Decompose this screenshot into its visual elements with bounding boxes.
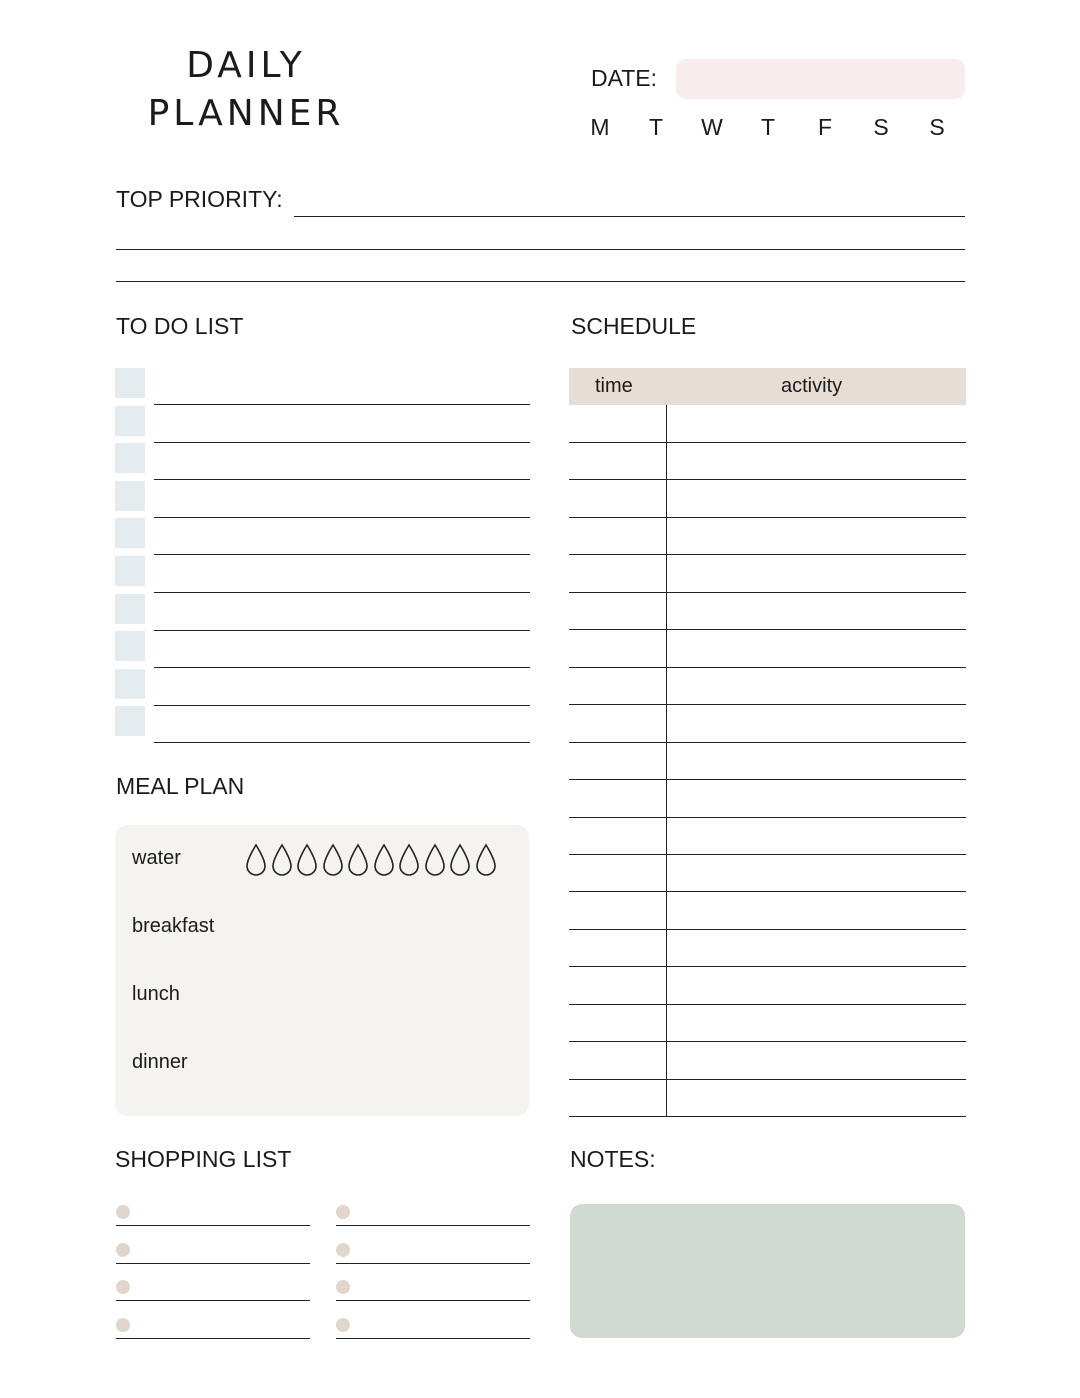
col-time-label: time [595,375,633,397]
todo-line[interactable] [154,404,530,405]
shopping-bullet [116,1243,130,1257]
todo-line[interactable] [154,517,530,518]
water-drop-icon[interactable] [296,843,318,877]
schedule-divider [666,405,667,1116]
notes-box[interactable] [570,1204,965,1338]
breakfast-label: breakfast [132,915,215,937]
schedule-row-line[interactable] [569,667,966,668]
todo-checkbox[interactable] [115,368,145,398]
water-drop-icon[interactable] [424,843,446,877]
schedule-row-line[interactable] [569,817,966,818]
day-friday[interactable]: F [817,114,833,140]
shopping-line[interactable] [336,1225,530,1226]
water-drop-icon[interactable] [449,843,471,877]
todo-line[interactable] [154,592,530,593]
todo-checkbox[interactable] [115,481,145,511]
schedule-row-line[interactable] [569,1004,966,1005]
shopping-bullet [116,1280,130,1294]
water-drop-icon[interactable] [398,843,420,877]
schedule-row-line[interactable] [569,554,966,555]
water-drop-icon[interactable] [271,843,293,877]
shopping-bullet [336,1318,350,1332]
shopping-heading: SHOPPING LIST [115,1146,292,1172]
todo-checkbox[interactable] [115,706,145,736]
todo-checkbox[interactable] [115,443,145,473]
notes-heading: NOTES: [570,1146,656,1172]
lunch-label: lunch [132,983,180,1005]
day-sunday[interactable]: S [929,114,945,140]
priority-line[interactable] [116,281,965,282]
todo-heading: TO DO LIST [116,313,244,339]
priority-line[interactable] [116,249,965,250]
schedule-heading: SCHEDULE [571,313,697,339]
todo-line[interactable] [154,667,530,668]
todo-checkbox[interactable] [115,406,145,436]
date-field[interactable] [676,59,965,99]
shopping-line[interactable] [336,1300,530,1301]
water-drop-icon[interactable] [322,843,344,877]
top-priority-label: TOP PRIORITY: [116,186,283,212]
shopping-bullet [116,1318,130,1332]
todo-line[interactable] [154,630,530,631]
schedule-row-line[interactable] [569,779,966,780]
todo-checkbox[interactable] [115,631,145,661]
title-planner: PLANNER [147,93,345,134]
day-wednesday[interactable]: W [701,114,723,140]
shopping-line[interactable] [116,1338,310,1339]
todo-line[interactable] [154,479,530,480]
todo-checkbox[interactable] [115,518,145,548]
schedule-row-line[interactable] [569,704,966,705]
schedule-row-line[interactable] [569,1079,966,1080]
schedule-row-line[interactable] [569,854,966,855]
schedule-header [569,368,966,405]
water-drop-icon[interactable] [373,843,395,877]
schedule-row-line[interactable] [569,966,966,967]
water-label: water [132,847,181,869]
day-thursday[interactable]: T [760,114,776,140]
todo-checkbox[interactable] [115,594,145,624]
col-activity-label: activity [781,375,843,397]
schedule-row-line[interactable] [569,929,966,930]
shopping-line[interactable] [116,1225,310,1226]
shopping-bullet [336,1280,350,1294]
todo-line[interactable] [154,554,530,555]
day-tuesday[interactable]: T [648,114,664,140]
day-monday[interactable]: M [590,114,610,140]
shopping-bullet [336,1205,350,1219]
water-drop-icon[interactable] [475,843,497,877]
shopping-line[interactable] [336,1263,530,1264]
title-daily: DAILY [186,45,306,86]
schedule-row-line[interactable] [569,442,966,443]
shopping-line[interactable] [116,1263,310,1264]
dinner-label: dinner [132,1051,188,1073]
schedule-row-line[interactable] [569,629,966,630]
shopping-line[interactable] [336,1338,530,1339]
schedule-row-line[interactable] [569,742,966,743]
date-label: DATE: [591,65,658,91]
schedule-row-line[interactable] [569,1041,966,1042]
water-drop-icon[interactable] [245,843,267,877]
schedule-row-line[interactable] [569,592,966,593]
todo-line[interactable] [154,705,530,706]
schedule-row-line[interactable] [569,1116,966,1117]
schedule-row-line[interactable] [569,479,966,480]
water-drop-icon[interactable] [347,843,369,877]
shopping-line[interactable] [116,1300,310,1301]
todo-checkbox[interactable] [115,669,145,699]
shopping-bullet [336,1243,350,1257]
shopping-bullet [116,1205,130,1219]
priority-line[interactable] [294,216,965,217]
schedule-row-line[interactable] [569,891,966,892]
todo-checkbox[interactable] [115,556,145,586]
todo-line[interactable] [154,742,530,743]
day-saturday[interactable]: S [873,114,889,140]
meal-plan-heading: MEAL PLAN [116,773,245,799]
todo-line[interactable] [154,442,530,443]
schedule-row-line[interactable] [569,517,966,518]
